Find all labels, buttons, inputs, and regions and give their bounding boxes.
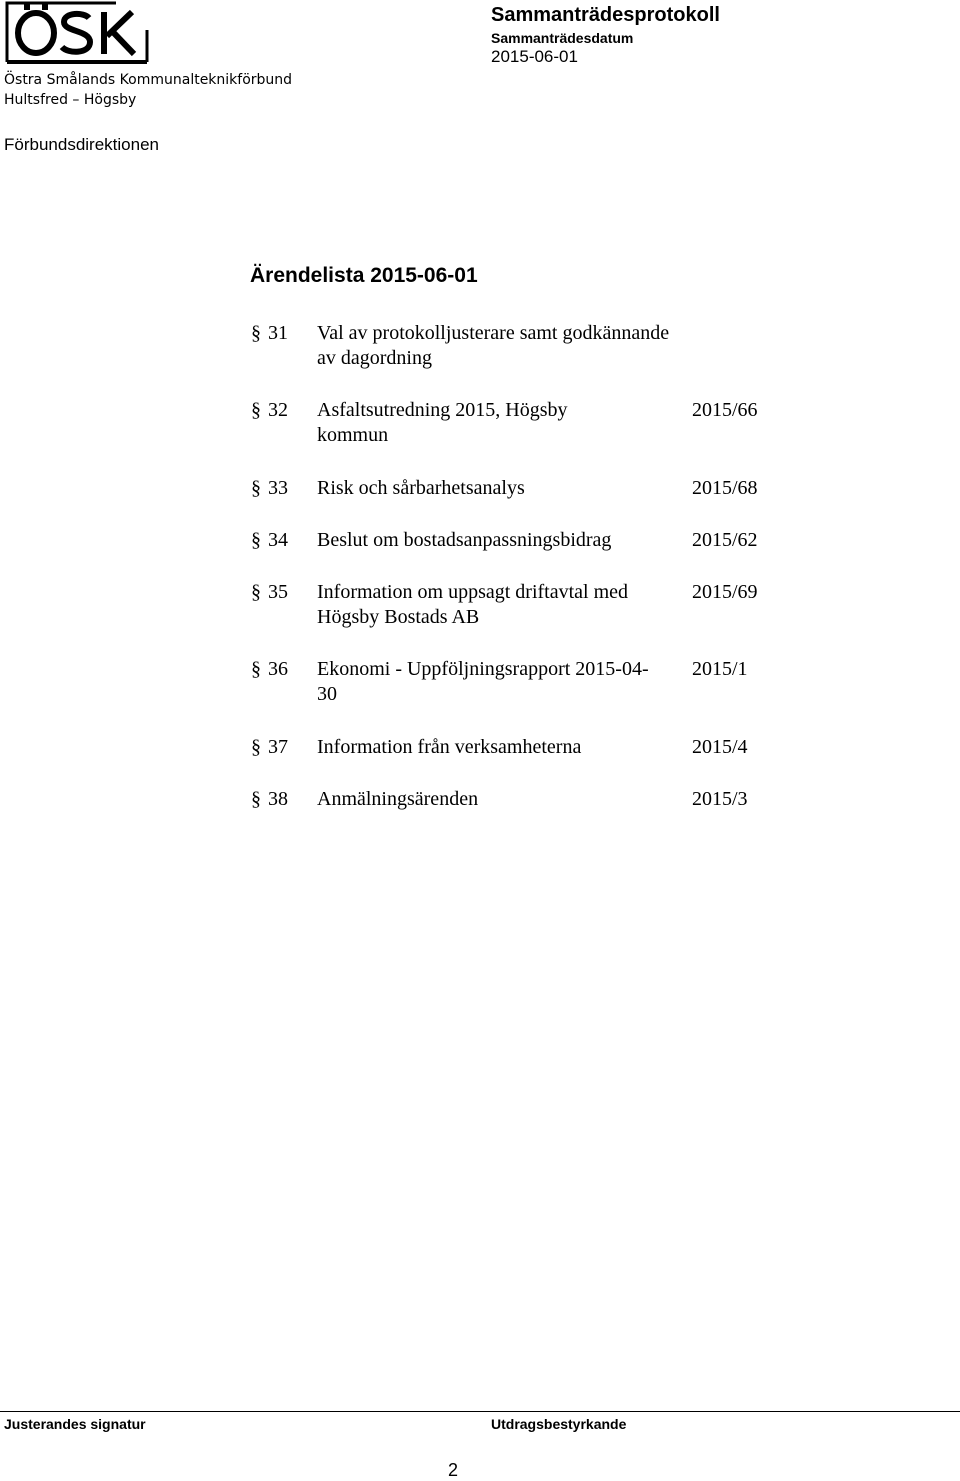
agenda-item-number: 32 [268,399,288,421]
footer-divider [0,1411,960,1412]
agenda-item-number: 38 [268,788,288,810]
section-symbol: § [251,788,261,810]
section-symbol: § [251,399,261,421]
document-title: Sammanträdesprotokoll [491,4,720,26]
section-symbol: § [251,529,261,551]
agenda-item-title: Beslut om bostadsanpassningsbidrag [317,529,612,551]
signature-label: Justerandes signatur [4,1416,146,1432]
agenda-item-number: 34 [268,529,288,551]
section-symbol: § [251,322,261,344]
agenda-item-number: 37 [268,736,288,758]
agenda-item-number: 35 [268,581,288,603]
section-symbol: § [251,658,261,680]
agenda-item-reference: 2015/62 [692,529,758,551]
organization-towns: Hultsfred – Högsby [4,92,137,108]
agenda-item-reference: 2015/4 [692,736,748,758]
agenda-item-title: Information från verksamheterna [317,736,582,758]
agenda-item-title: Ekonomi - Uppföljningsrapport 2015-04-30 [317,658,649,705]
agenda-heading: Ärendelista 2015-06-01 [250,264,478,287]
meeting-date-label: Sammanträdesdatum [491,30,634,46]
page-number: 2 [448,1460,459,1480]
agenda-item-number: 31 [268,322,288,344]
section-symbol: § [251,736,261,758]
agenda-item-title: Asfaltsutredning 2015, Högsby kommun [317,399,568,446]
agenda-item-reference: 2015/1 [692,658,748,680]
agenda-item-title: Anmälningsärenden [317,788,479,810]
agenda-item-number: 36 [268,658,288,680]
agenda-item-title: Risk och sårbarhetsanalys [317,477,525,499]
meeting-date-value: 2015-06-01 [491,47,578,66]
agenda-item-reference: 2015/68 [692,477,758,499]
osk-logo [4,0,149,66]
agenda-item-title: Val av protokolljusterare samt godkännande av dagordning [317,322,670,369]
agenda-item-number: 33 [268,477,288,499]
section-symbol: § [251,581,261,603]
committee-name: Förbundsdirektionen [4,135,159,154]
agenda-item-reference: 2015/66 [692,399,758,421]
organization-name: Östra Smålands Kommunalteknikförbund [4,72,293,88]
agenda-item-reference: 2015/3 [692,788,748,810]
section-symbol: § [251,477,261,499]
agenda-item-title: Information om uppsagt driftavtal med Högsby Bostads AB [317,581,629,628]
certification-label: Utdragsbestyrkande [491,1416,627,1432]
agenda-item-reference: 2015/69 [692,581,758,603]
